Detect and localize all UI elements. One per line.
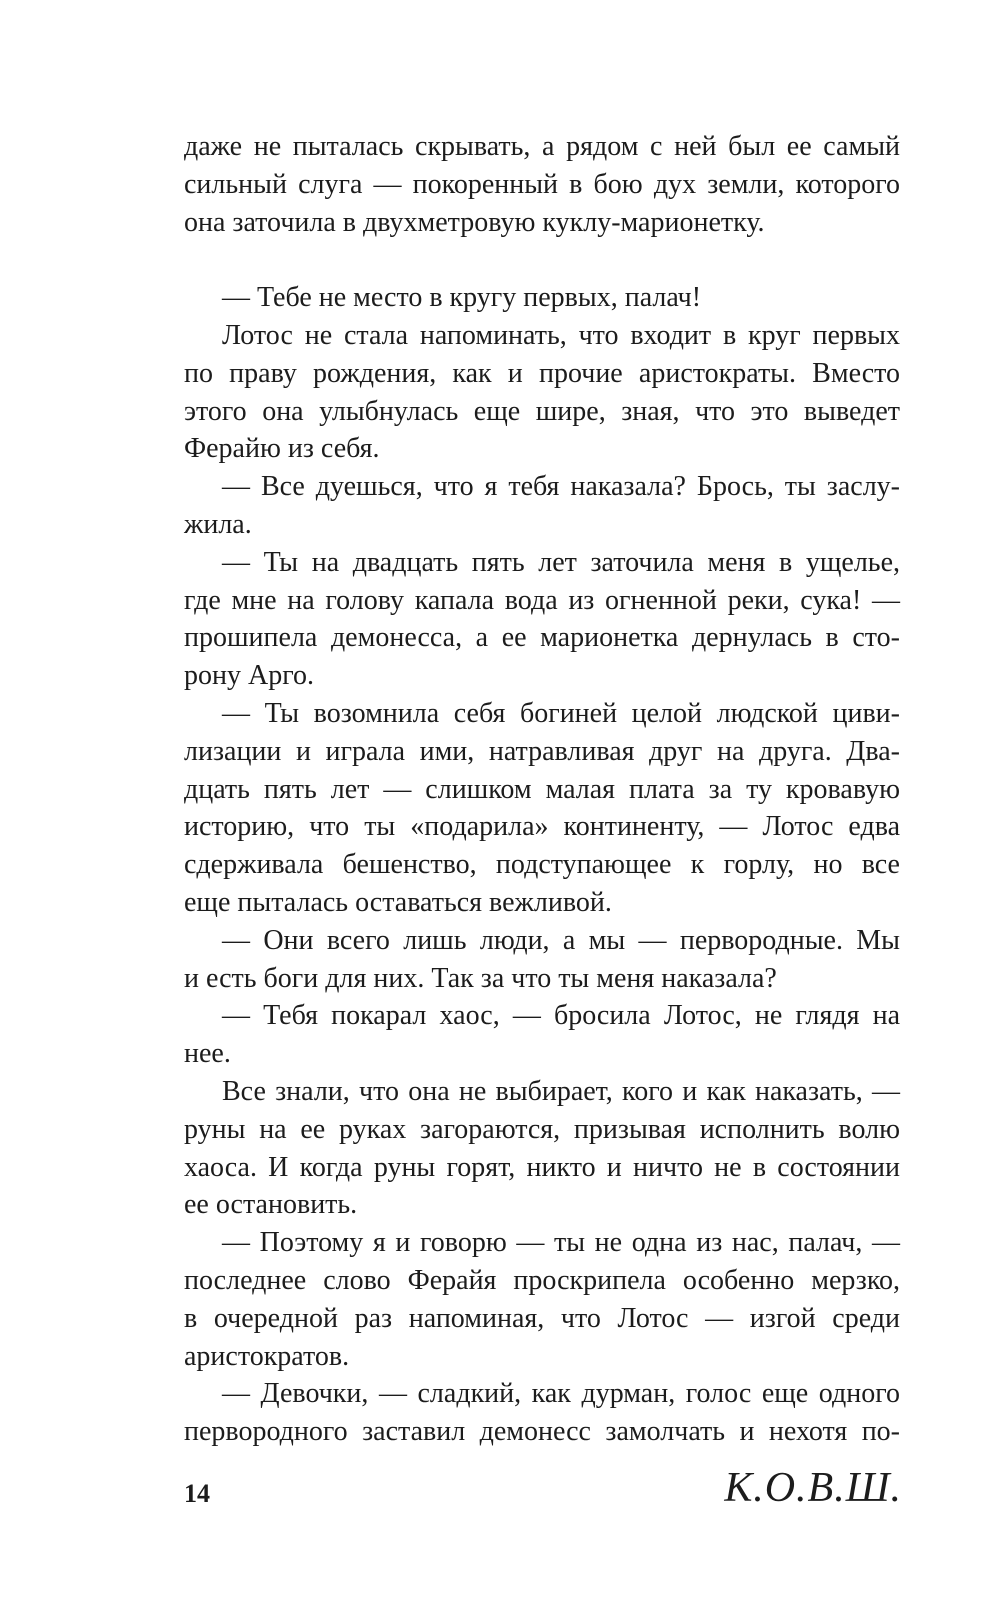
text-line: сдерживала бешенство, подступающее к горлу, но все [184, 849, 900, 881]
text-line: — Тебе не место в кругу первых, палач! [222, 282, 702, 314]
text-line: — Ты на двадцать пять лет заточила меня в ущелье, [222, 546, 900, 578]
text-line: — Поэтому я и говорю — ты не одна из нас, палач, — [222, 1227, 900, 1259]
page-number: 14 [184, 1479, 210, 1508]
text-line: и есть боги для них. Так за что ты меня наказала? [184, 962, 777, 994]
paragraph-gap [184, 241, 900, 279]
text-line: Ферайю из себя. [184, 433, 380, 465]
text-line: прошипела демонесса, а ее марионетка дернулась в сто- [184, 622, 900, 654]
text-line: она заточила в двухметровую куклу-марионетку. [184, 206, 765, 238]
text-line: руны на ее руках загораются, призывая исполнить волю [184, 1113, 900, 1145]
text-line: первородного заставил демонесс замолчать и нехотя по- [184, 1416, 900, 1448]
text-line: Все знали, что она не выбирает, кого и как наказать, — [222, 1075, 900, 1107]
text-line: последнее слово Ферайя проскрипела особенно мерзко, [184, 1264, 900, 1296]
text-line: Лотос не стала напоминать, что входит в круг первых [222, 319, 900, 351]
text-line: даже не пыталась скрывать, а рядом с ней был ее самый [184, 131, 900, 162]
running-title: К.О.В.Ш. [724, 1465, 902, 1511]
text-line: — Тебя покарал хаос, — бросила Лотос, не глядя на [222, 1000, 900, 1032]
text-line: сильный слуга — покоренный в бою дух земли, которого [184, 168, 900, 200]
text-line: — Девочки, — сладкий, как дурман, голос еще одного [222, 1378, 900, 1410]
text-line: нее. [184, 1038, 231, 1070]
text-line: еще пыталась оставаться вежливой. [184, 886, 612, 918]
text-line: — Они всего лишь люди, а мы — первородные. Мы [222, 924, 900, 956]
text-line: — Все дуешься, что я тебя наказала? Брось, ты заслу- [222, 471, 900, 503]
text-line: лизации и играла ими, натравливая друг на друга. Два- [184, 735, 900, 767]
text-line: аристократов. [184, 1340, 350, 1372]
text-line: где мне на голову капала вода из огненной реки, сука! — [184, 584, 900, 616]
text-line: дцать пять лет — слишком малая плата за ту кровавую [184, 773, 900, 805]
text-line: ее остановить. [184, 1189, 358, 1221]
text-line: хаоса. И когда руны горят, никто и ничто не в состоянии [184, 1151, 900, 1183]
text-line: по праву рождения, как и прочие аристократы. Вместо [184, 357, 900, 389]
text-line: рону Арго. [184, 660, 314, 692]
text-line: — Ты возомнила себя богиней целой людской циви- [222, 697, 900, 729]
text-line: в очередной раз напоминая, что Лотос — изгой среди [184, 1302, 900, 1334]
text-line: этого она улыбнулась еще шире, зная, что это выведет [184, 395, 900, 427]
page-body-text [184, 128, 900, 1451]
text-line: историю, что ты «подарила» континенту, — Лотос едва [184, 811, 900, 843]
text-line: жила. [184, 508, 252, 540]
